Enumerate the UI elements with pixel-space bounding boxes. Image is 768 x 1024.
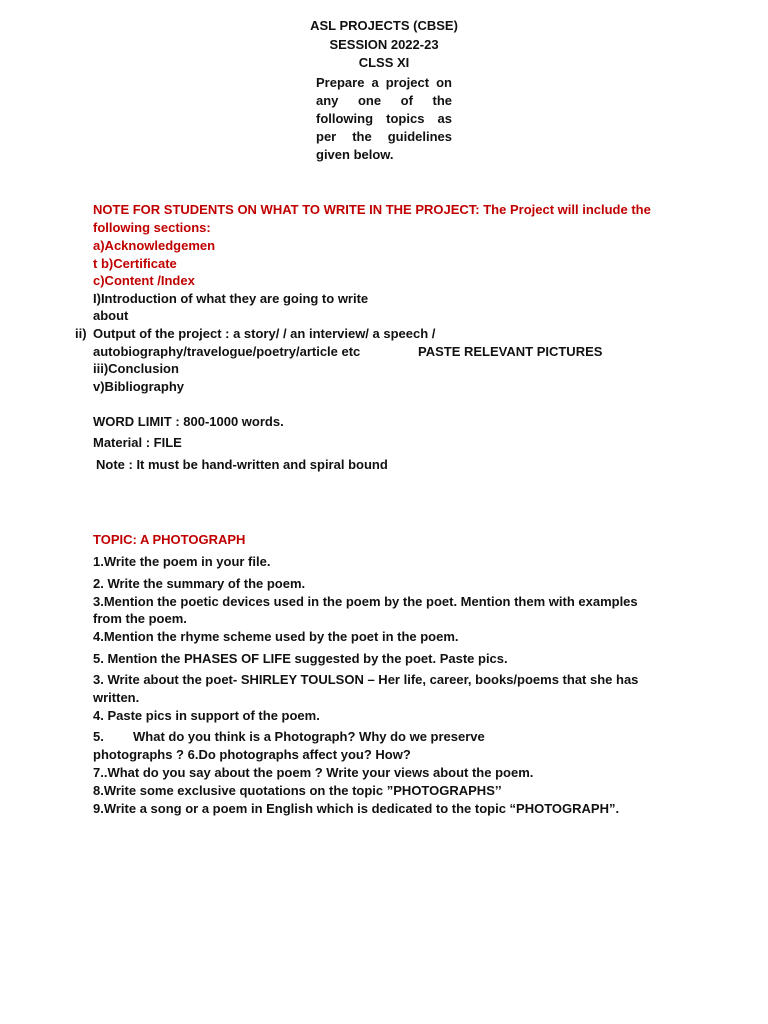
question-photograph-cont: photographs ? 6.Do photographs affect you? How? (93, 747, 411, 762)
question-photograph: What do you think is a Photograph? Why do we preserve (133, 729, 485, 744)
intro-line: Prepare a project on (316, 75, 452, 90)
question-5: 5. Mention the PHASES OF LIFE suggested by the poet. Paste pics. (93, 651, 508, 666)
header-session: SESSION 2022-23 (329, 37, 439, 52)
section-content-index: c)Content /Index (93, 273, 195, 288)
section-bibliography: v)Bibliography (93, 379, 185, 394)
word-limit: WORD LIMIT : 800-1000 words. (93, 414, 284, 429)
section-acknowledgement: a)Acknowledgemen (93, 238, 216, 253)
header-title: ASL PROJECTS (CBSE) (310, 18, 458, 33)
paste-pictures-note: PASTE RELEVANT PICTURES (418, 344, 603, 359)
question-7: 7..What do you say about the poem ? Write your views about the poem. (93, 765, 534, 780)
question-poet: 3. Write about the poet- SHIRLEY TOULSON – Her life, career, books/poems that she has (93, 672, 639, 687)
section-output-marker: ii) (75, 326, 87, 341)
question-poet-cont: written. (93, 690, 140, 705)
binding-note: Note : It must be hand-written and spiral bound (96, 457, 388, 472)
intro-paragraph (316, 74, 452, 164)
question-8: 8.Write some exclusive quotations on the topic ”PHOTOGRAPHS’’ (93, 783, 502, 798)
header-class: CLSS XI (358, 55, 410, 70)
question-2: 2. Write the summary of the poem. (93, 576, 306, 591)
question-3-cont: from the poem. (93, 611, 187, 626)
intro-line: per the guidelines (316, 129, 452, 144)
question-4: 4.Mention the rhyme scheme used by the poet in the poem. (93, 629, 459, 644)
intro-line: following topics as (316, 111, 452, 126)
note-heading: NOTE FOR STUDENTS ON WHAT TO WRITE IN THE PROJECT: The Project will include the (93, 202, 651, 217)
question-paste-pics: 4. Paste pics in support of the poem. (93, 708, 320, 723)
section-output-cont: autobiography/travelogue/poetry/article etc (93, 344, 361, 359)
intro-line: any one of the (316, 93, 452, 108)
material: Material : FILE (93, 435, 182, 450)
section-introduction-cont: about (93, 308, 129, 323)
section-conclusion: iii)Conclusion (93, 361, 179, 376)
topic-title: TOPIC: A PHOTOGRAPH (93, 532, 246, 547)
question-1: 1.Write the poem in your file. (93, 554, 271, 569)
section-certificate: t b)Certificate (93, 256, 177, 271)
question-9: 9.Write a song or a poem in English which is dedicated to the topic “PHOTOGRAPH”. (93, 801, 620, 816)
question-3: 3.Mention the poetic devices used in the poem by the poet. Mention them with examples (93, 594, 638, 609)
section-introduction: I)Introduction of what they are going to write (93, 291, 369, 306)
note-heading-cont: following sections: (93, 220, 211, 235)
question-photograph-number: 5. (93, 729, 104, 744)
intro-line: given below. (316, 147, 394, 162)
section-output: Output of the project : a story/ / an interview/ a speech / (93, 326, 436, 341)
